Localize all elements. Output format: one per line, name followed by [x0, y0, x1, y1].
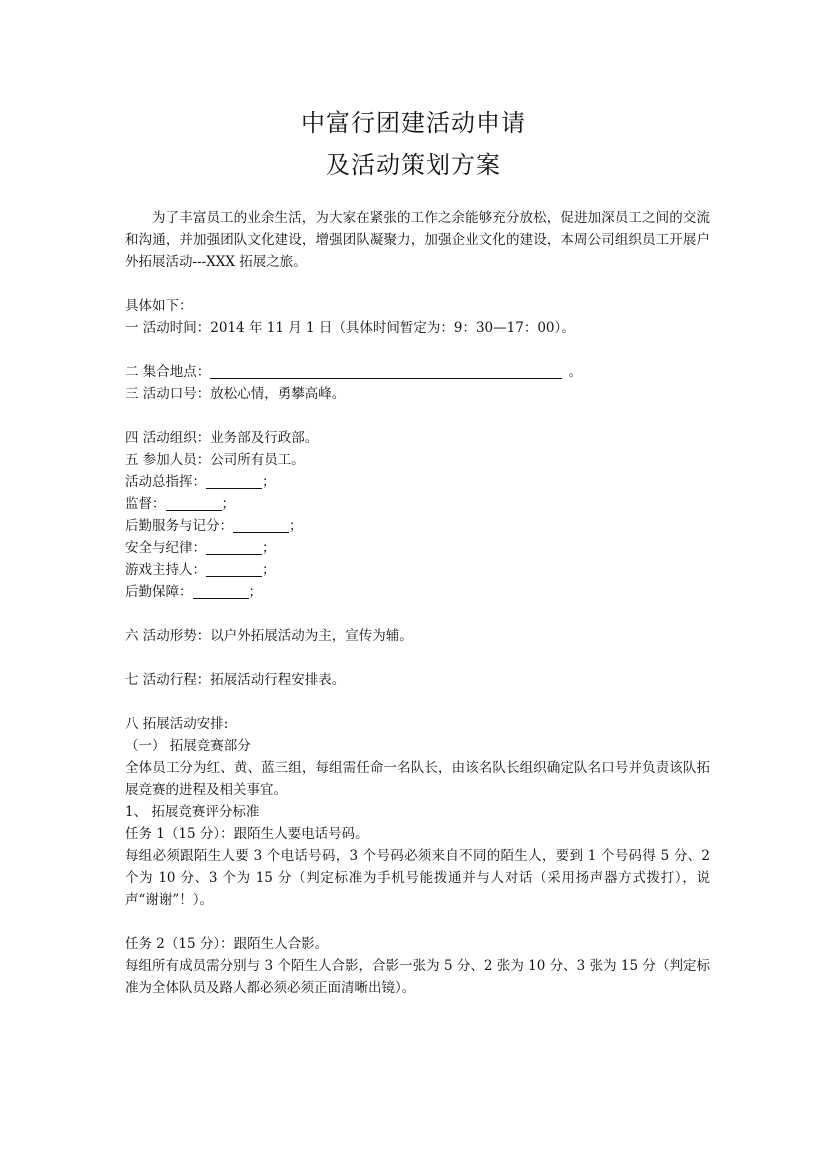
item-organizer: 四 活动组织：业务部及行政部。: [125, 430, 319, 446]
role-safety-discipline: 安全与纪律： ；: [125, 540, 276, 556]
task1-desc: 每组必须跟陌生人要 3 个电话号码，3 个号码必须来自不同的陌生人，要到 1 个号码得 5 分、2 个为 10 分、3 个为 15 分（判定标准为手机号能拨通并与人对话（采用扬声器方式拨打），说声“谢谢”！）。: [125, 848, 710, 908]
meeting-place-blank: [210, 364, 562, 379]
section-competition: （一） 拓展竞赛部分: [125, 738, 251, 754]
item-activity-time: 一 活动时间：2014 年 11 月 1 日（具体时间暂定为：9：30—17：00）。: [125, 320, 575, 336]
item-activity-form: 六 活动形势：以户外拓展活动为主，宣传为辅。: [125, 628, 413, 644]
sub-scoring-standard: 1、 拓展竞赛评分标准: [125, 804, 260, 820]
item-participants: 五 参加人员：公司所有员工。: [125, 452, 305, 468]
task2-title: 任务 2（15 分）：跟陌生人合影。: [125, 936, 329, 952]
document-body: [125, 207, 710, 999]
item-arrangement: 八 拓展活动安排:: [125, 716, 229, 732]
item-slogan: 三 活动口号：放松心情，勇攀高峰。: [125, 386, 346, 402]
role-logistics-support: 后勤保障： ；: [125, 584, 262, 600]
document-title-line2: 及活动策划方案: [326, 151, 501, 179]
role-game-host: 游戏主持人： ；: [125, 562, 276, 578]
task2-desc: 每组所有成员需分别与 3 个陌生人合影，合影一张为 5 分、2 张为 10 分、3 张为 15 分（判定标准为全体队员及路人都必须必须正面清晰出镜）。: [125, 958, 710, 996]
role-supervisor: 监督： ；: [125, 496, 235, 512]
document-title-line1: 中富行团建活动申请: [301, 109, 526, 137]
role-logistics-scoring: 后勤服务与记分： ；: [125, 518, 303, 534]
role-commander: 活动总指挥： ；: [125, 474, 276, 490]
meeting-place-label: 二 集合地点：: [125, 364, 211, 380]
meeting-place-end: 。: [564, 364, 583, 380]
intro-paragraph: 为了丰富员工的业余生活，为大家在紧张的工作之余能够充分放松，促进加深员工之间的交流和沟通，并加强团队文化建设，增强团队凝聚力，加强企业文化的建设，本周公司组织员工开展户外拓展活动---XXX 拓展之旅。: [125, 210, 710, 270]
item-itinerary: 七 活动行程：拓展活动行程安排表。: [125, 672, 346, 688]
task1-title: 任务 1（15 分）：跟陌生人要电话号码。: [125, 826, 369, 842]
section-competition-desc: 全体员工分为红、黄、蓝三组，每组需任命一名队长，由该名队长组织确定队名口号并负责该队拓展竞赛的进程及相关事宜。: [125, 760, 710, 798]
item-meeting-place: [125, 361, 710, 383]
details-heading: 具体如下：: [125, 298, 193, 314]
